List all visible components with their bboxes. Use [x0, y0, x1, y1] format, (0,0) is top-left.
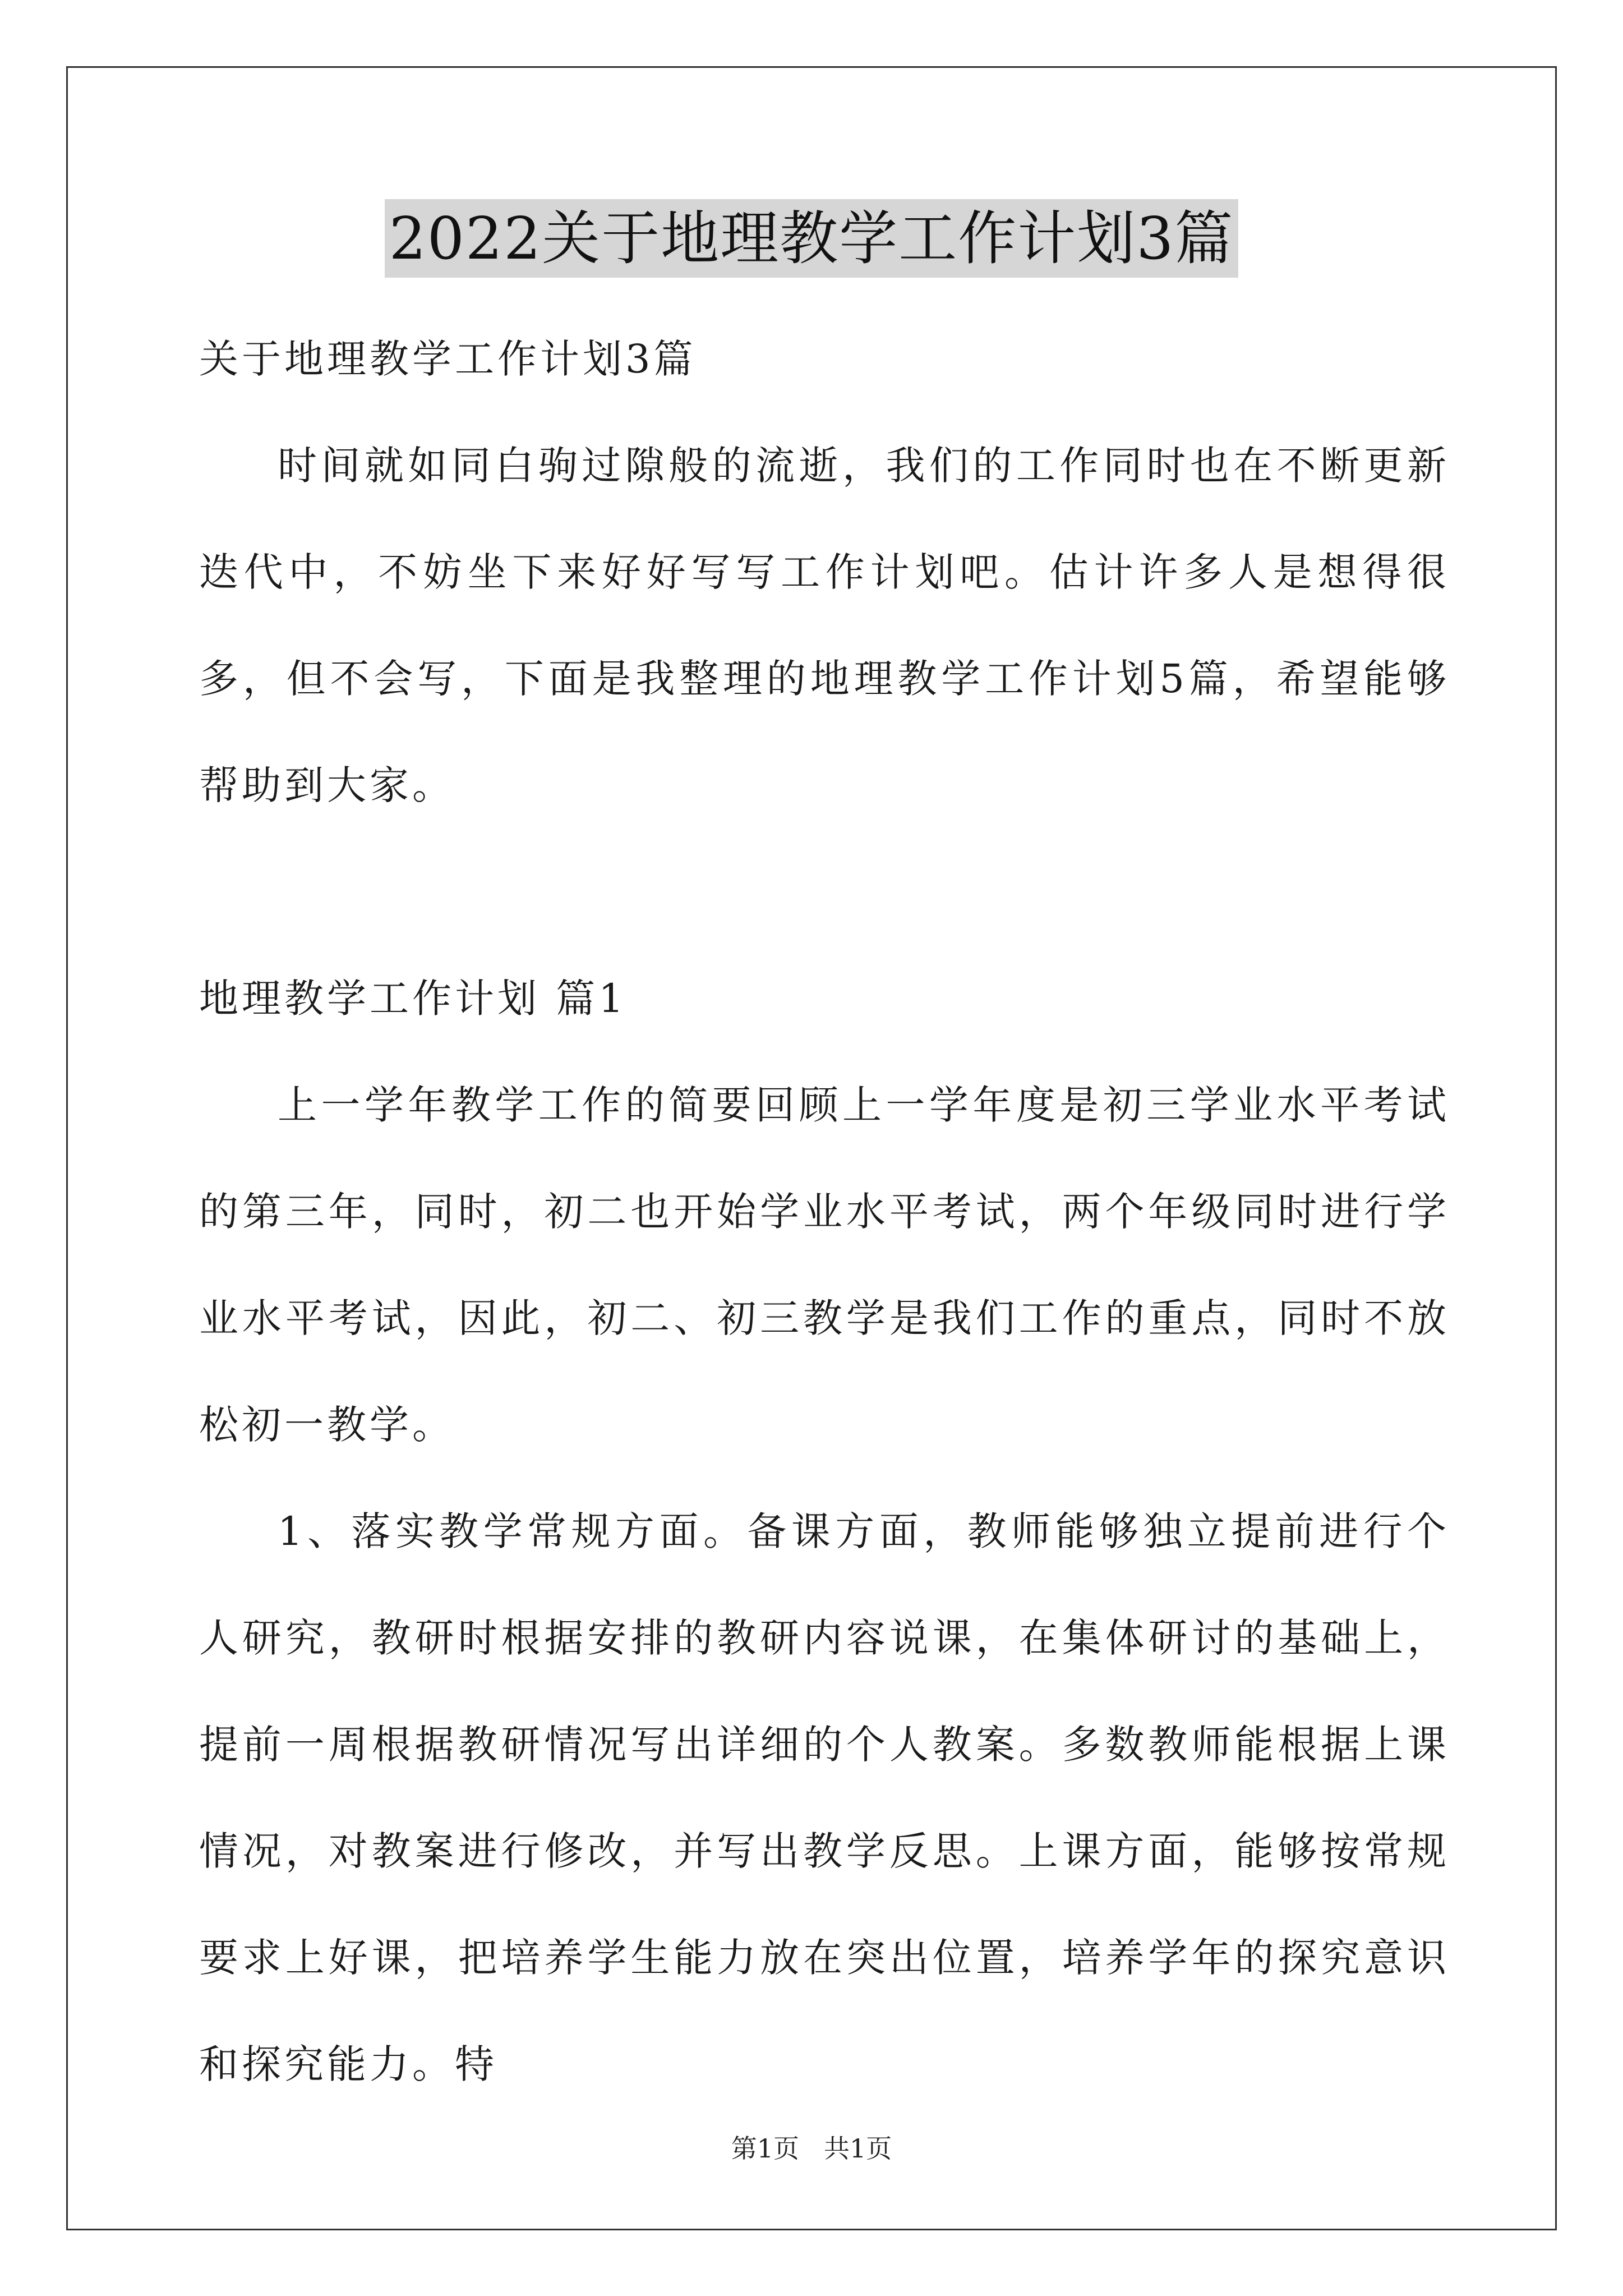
body-paragraph: 1、落实教学常规方面。备课方面，教师能够独立提前进行个人研究，教研时根据安排的教研内容说课，在集体研讨的基础上，提前一周根据教研情况写出详细的个人教案。多数教师能根据上课情况，对教案进行修改，并写出教学反思。上课方面，能够按常规要求上好课，把培养学生能力放在突出位置，培养学年的探究意识和探究能力。特 — [199, 1508, 1450, 2087]
intro-paragraph: 时间就如同白驹过隙般的流逝，我们的工作同时也在不断更新迭代中，不妨坐下来好好写写工作计划吧。估计许多人是想得很多，但不会写，下面是我整理的地理教学工作计划5篇，希望能够帮助到大家。 — [199, 443, 1450, 808]
subtitle: 关于地理教学工作计划3篇 — [199, 336, 697, 382]
section-spacer — [199, 839, 1450, 945]
page-footer — [0, 2132, 1623, 2165]
title-container — [0, 199, 1623, 278]
section-heading: 地理教学工作计划 篇1 — [199, 976, 627, 1022]
document-title: 2022关于地理教学工作计划3篇 — [385, 199, 1239, 278]
page-number: 第1页 — [731, 2133, 799, 2164]
document-body — [199, 306, 1450, 2118]
body-paragraph: 上一学年教学工作的简要回顾上一学年度是初三学业水平考试的第三年，同时，初二也开始学业水平考试，两个年级同时进行学业水平考试，因此，初二、初三教学是我们工作的重点，同时不放松初一教学。 — [199, 1082, 1450, 1448]
page-total: 共1页 — [824, 2133, 892, 2164]
